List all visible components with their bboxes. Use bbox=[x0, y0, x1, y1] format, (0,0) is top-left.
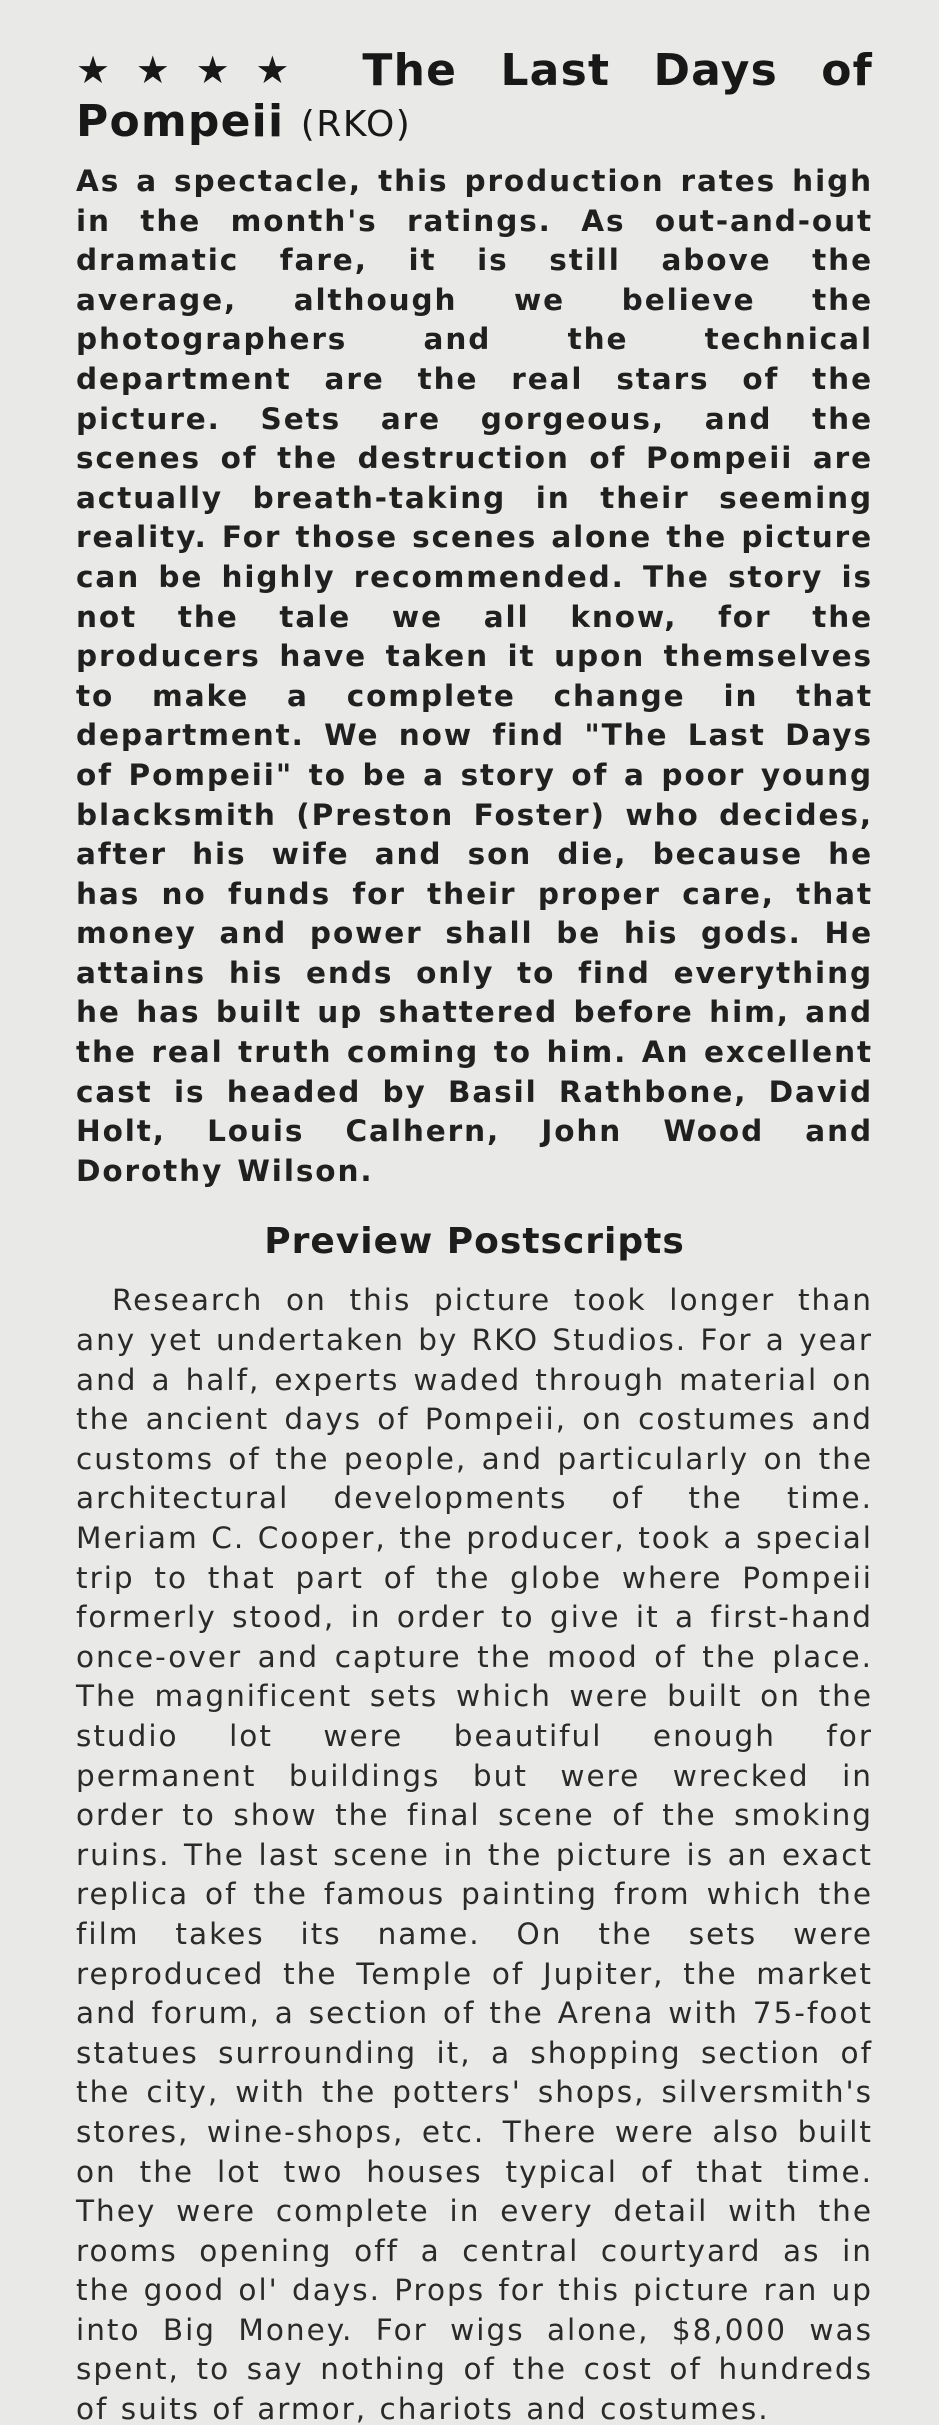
postscript-body: Research on this picture took longer than any yet undertaken by RKO Studios. For a year and a half, experts waded through material on the ancient days of Pompeii, on costumes and customs of the people, and particularly on the architectural developments of the time. Meriam C. Cooper, the producer, took a special trip to that part of the globe where Pompeii formerly stood, in order to give it a first-hand once-over and capture the mood of the place. The magnificent sets which were built on the studio lot were beautiful enough for permanent buildings but were wrecked in order to show the final scene of the smoking ruins. The last scene in the picture is an exact replica of the famous painting from which the film takes its name. On the sets were reproduced the Temple of Jupiter, the market and forum, a section of the Arena with 75-foot statues surrounding it, a shopping section of the city, with the potters' shops, silversmith's stores, wine-shops, etc. There were also built on the lot two houses typical of that time. They were complete in every detail with the rooms opening off a central courtyard as in the good ol' days. Props for this picture ran up into Big Money. For wigs alone, $8,000 was spent, to say nothing of the cost of hundreds of suits of armor, chariots and costumes. bbox=[76, 1283, 873, 2425]
review-headline bbox=[76, 46, 873, 150]
movie-review-article bbox=[76, 46, 873, 2425]
review-body: As a spectacle, this production rates high in the month's ratings. As out-and-out dramatic fare, it is still above the average, although we believe the photographers and the technical department are the real stars of the picture. Sets are gorgeous, and the scenes of the destruction of Pompeii are actually breath-taking in their seeming reality. For those scenes alone the picture can be highly recommended. The story is not the tale we all know, for the producers have taken it upon themselves to make a complete change in that department. We now find "The Last Days of Pompeii" to be a story of a poor young blacksmith (Preston Foster) who decides, after his wife and son die, because he has no funds for their proper care, that money and power shall be his gods. He attains his ends only to find everything he has built up shattered before him, and the real truth coming to him. An excellent cast is headed by Basil Rathbone, David Holt, Louis Calhern, John Wood and Dorothy Wilson. bbox=[76, 164, 873, 1188]
section-heading: Preview Postscripts bbox=[264, 1221, 685, 1263]
film-title: The Last Days of Pompeii bbox=[76, 45, 873, 147]
studio-label: (RKO) bbox=[300, 104, 412, 145]
rating-stars: ★★★★ bbox=[76, 48, 316, 92]
